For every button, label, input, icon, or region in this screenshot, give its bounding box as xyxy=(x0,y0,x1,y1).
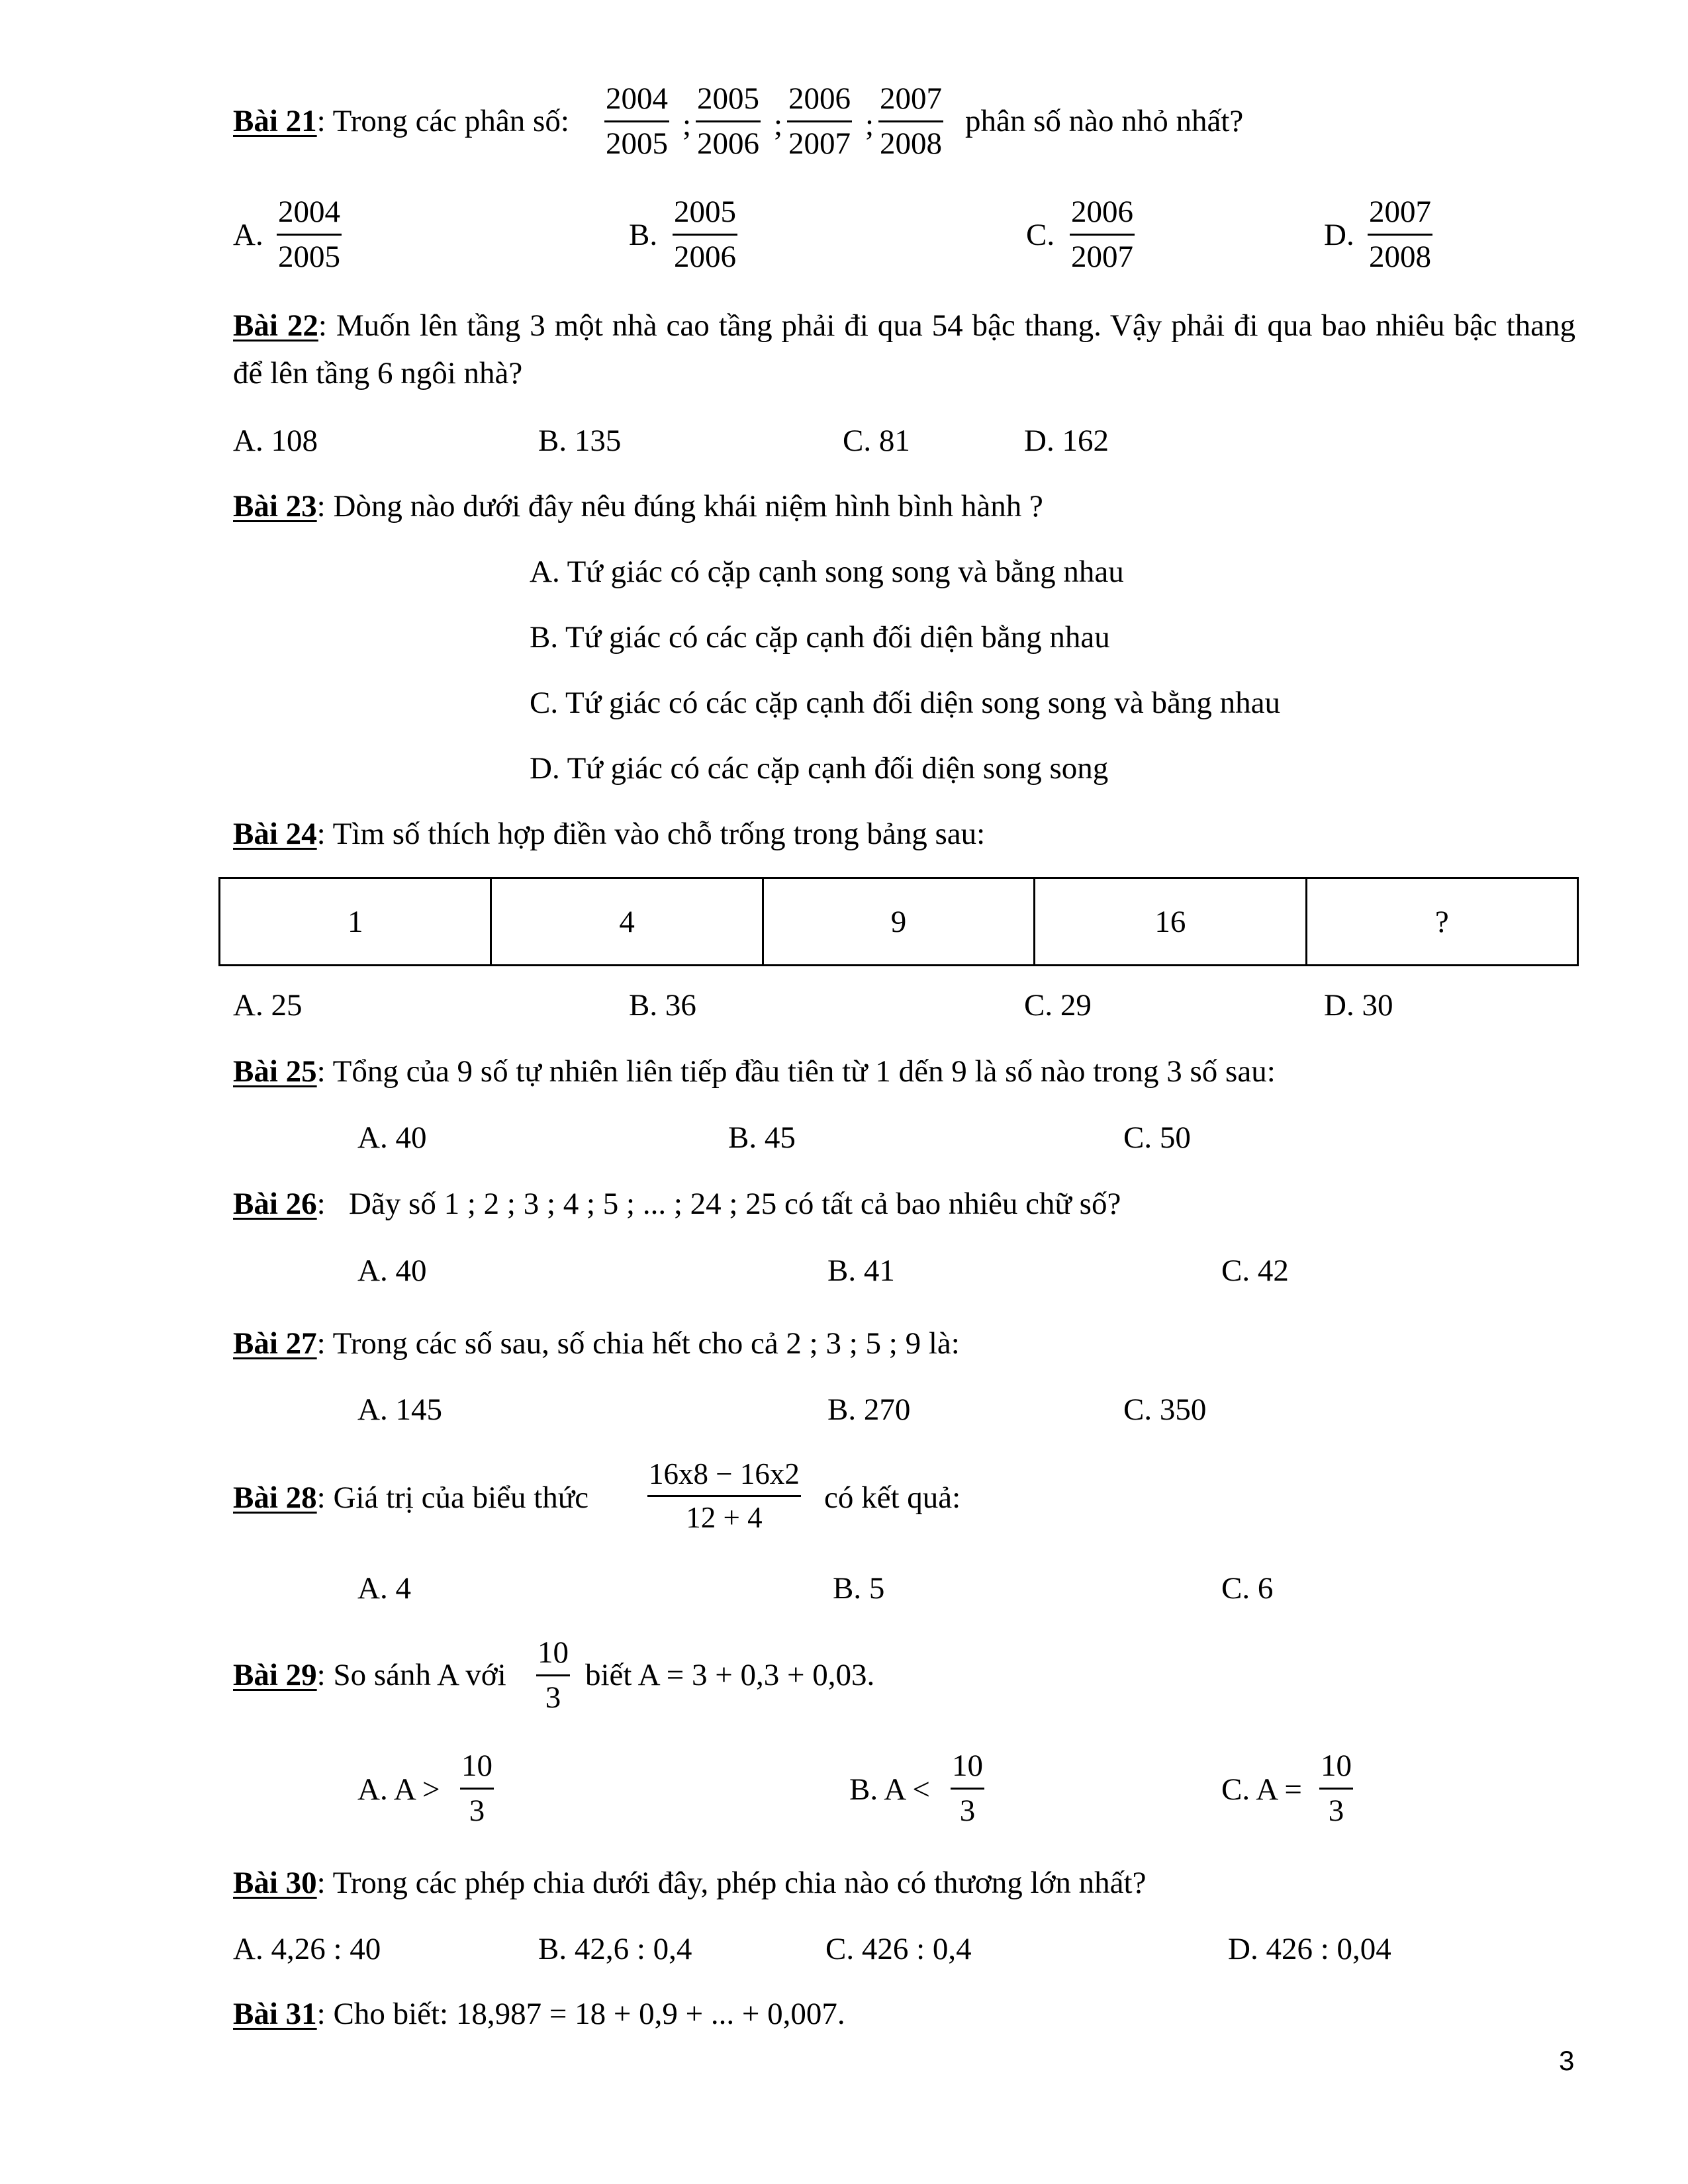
problem-27-text: Bài 27: Trong các số sau, số chia hết cho cả 2 ; 3 ; 5 ; 9 là: xyxy=(233,1326,960,1361)
option-fraction: $\frac{2005}{2006}$ xyxy=(674,195,736,274)
option: A. 108 xyxy=(233,424,318,458)
option-letter: C. xyxy=(1026,218,1055,252)
problem-28-text: Bài 28: Giá trị của biểu thức xyxy=(233,1480,589,1515)
fraction: $\frac{10}{3}$ xyxy=(538,1635,569,1715)
expression-fraction: $\frac{16x8 - 16x2}{12 + 4}$ xyxy=(649,1457,800,1534)
table-row xyxy=(220,878,1578,966)
option: B. 270 xyxy=(827,1392,911,1427)
option-fraction: $\frac{2004}{2005}$ xyxy=(278,195,340,274)
option-fraction: $\frac{10}{3}$ xyxy=(461,1749,492,1828)
option: B. 45 xyxy=(728,1120,796,1155)
problem-label: Bài 28 xyxy=(233,1480,317,1515)
page-number: 3 xyxy=(1559,2045,1575,2076)
option: A. 25 xyxy=(233,988,303,1023)
problem-25-text: Bài 25: Tổng của 9 số tự nhiên liên tiếp đầu tiên từ 1 dến 9 là số nào trong 3 số sau: xyxy=(233,1054,1276,1089)
option-letter: A. xyxy=(233,218,263,252)
option: C. 426 : 0,4 xyxy=(825,1932,972,1966)
problem-label: Bài 30 xyxy=(233,1866,317,1900)
option: C. 81 xyxy=(843,424,910,458)
option: B. 36 xyxy=(629,988,696,1023)
option: A. Tứ giác có cặp cạnh song song và bằng nhau xyxy=(530,555,1124,589)
separator: ; xyxy=(865,108,874,142)
option-fraction: $\frac{10}{3}$ xyxy=(1321,1749,1352,1828)
option: A. 4 xyxy=(357,1571,411,1606)
fraction: $\frac{2005}{2006}$ xyxy=(697,81,759,161)
problem-29-text: Bài 29: So sánh A với xyxy=(233,1658,506,1692)
table-cell: 4 xyxy=(491,878,763,966)
problem-label: Bài 23 xyxy=(233,489,317,523)
option-fraction: $\frac{2006}{2007}$ xyxy=(1071,195,1133,274)
fraction: $\frac{2007}{2008}$ xyxy=(880,81,942,161)
problem-label: Bài 26 xyxy=(233,1187,317,1221)
option: B. 5 xyxy=(833,1571,885,1606)
option: D. Tứ giác có các cặp cạnh đối diện song song xyxy=(530,751,1109,786)
option: D. 426 : 0,04 xyxy=(1228,1932,1391,1966)
problem-26-text: Bài 26: Dãy số 1 ; 2 ; 3 ; 4 ; 5 ; ... ; 24 ; 25 có tất cả bao nhiêu chữ số? xyxy=(233,1187,1121,1221)
option-prefix: A. A > xyxy=(357,1772,440,1807)
table-cell: 9 xyxy=(763,878,1034,966)
problem-24-text: Bài 24: Tìm số thích hợp điền vào chỗ trống trong bảng sau: xyxy=(233,817,986,851)
option: B. 41 xyxy=(827,1253,895,1288)
option: C. 42 xyxy=(1221,1253,1289,1288)
option: A. 40 xyxy=(357,1120,427,1155)
fraction: $\frac{2006}{2007}$ xyxy=(788,81,851,161)
option-prefix: B. A < xyxy=(849,1772,930,1807)
option: D. 162 xyxy=(1024,424,1109,458)
number-sequence-table xyxy=(218,877,1579,966)
option: C. 350 xyxy=(1123,1392,1207,1427)
option-fraction: $\frac{2007}{2008}$ xyxy=(1369,195,1431,274)
table-cell: 1 xyxy=(220,878,491,966)
option-fraction: $\frac{10}{3}$ xyxy=(952,1749,983,1828)
option: A. 4,26 : 40 xyxy=(233,1932,381,1966)
problem-30-text: Bài 30: Trong các phép chia dưới đây, phép chia nào có thương lớn nhất? xyxy=(233,1866,1147,1900)
problem-label: Bài 24 xyxy=(233,817,317,851)
problem-21-text: Bài 21: Trong các phân số: xyxy=(233,104,569,138)
option: C. Tứ giác có các cặp cạnh đối diện song song và bằng nhau xyxy=(530,686,1280,720)
problem-label: Bài 25 xyxy=(233,1054,317,1089)
table-cell: 16 xyxy=(1035,878,1306,966)
option-letter: D. xyxy=(1324,218,1354,252)
option: C. 50 xyxy=(1123,1120,1191,1155)
option: A. 40 xyxy=(357,1253,427,1288)
separator: ; xyxy=(774,108,783,142)
problem-29-suffix: biết A = 3 + 0,3 + 0,03. xyxy=(585,1658,875,1692)
option: C. 6 xyxy=(1221,1571,1274,1606)
option: D. 30 xyxy=(1324,988,1393,1023)
problem-31-text: Bài 31: Cho biết: 18,987 = 18 + 0,9 + ... + 0,007. xyxy=(233,1997,845,2031)
option: B. Tứ giác có các cặp cạnh đối diện bằng nhau xyxy=(530,620,1110,655)
problem-21-question: phân số nào nhỏ nhất? xyxy=(965,104,1244,138)
problem-label: Bài 31 xyxy=(233,1997,317,2031)
option: B. 135 xyxy=(538,424,622,458)
problem-label: Bài 22 xyxy=(233,308,318,343)
option-prefix: C. A = xyxy=(1221,1772,1302,1807)
option: A. 145 xyxy=(357,1392,442,1427)
problem-23-text: Bài 23: Dòng nào dưới đây nêu đúng khái niệm hình bình hành ? xyxy=(233,489,1043,523)
problem-label: Bài 21 xyxy=(233,104,317,138)
option: B. 42,6 : 0,4 xyxy=(538,1932,692,1966)
separator: ; xyxy=(682,108,692,142)
problem-label: Bài 29 xyxy=(233,1658,317,1692)
option: C. 29 xyxy=(1024,988,1092,1023)
option-letter: B. xyxy=(629,218,658,252)
table-cell: ? xyxy=(1306,878,1577,966)
problem-22-text: Bài 22: Muốn lên tầng 3 một nhà cao tầng phải đi qua 54 bậc thang. Vậy phải đi qua bao nhiêu bậc thang để lên tầng 6 ngôi nhà? xyxy=(233,308,1575,390)
problem-28-suffix: có kết quả: xyxy=(824,1480,961,1515)
fraction: $\frac{2004}{2005}$ xyxy=(606,81,668,161)
problem-label: Bài 27 xyxy=(233,1326,317,1361)
